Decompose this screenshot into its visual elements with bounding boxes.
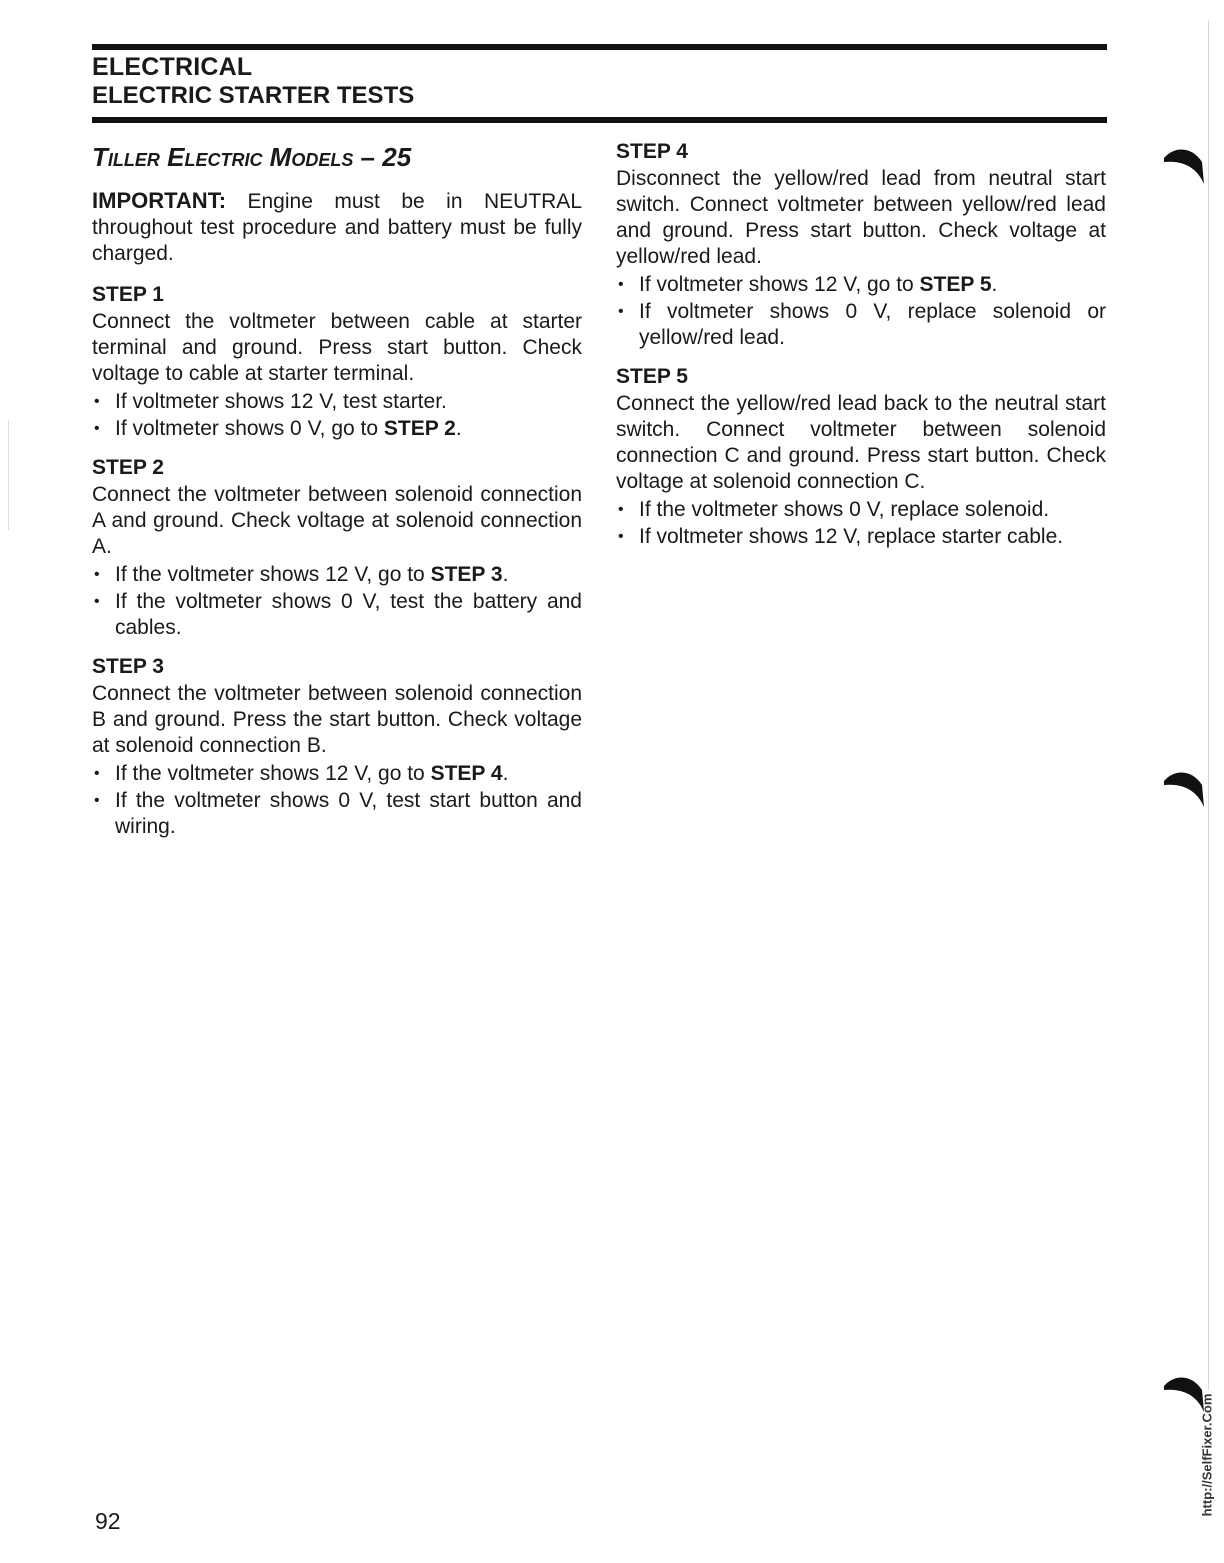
watermark-url: http://SelfFixer.Com bbox=[1199, 1393, 1215, 1517]
step-1-title: STEP 1 bbox=[92, 283, 164, 306]
important-note bbox=[92, 188, 582, 267]
chapter-title: ELECTRICAL bbox=[92, 53, 253, 81]
step-4 bbox=[616, 138, 1106, 351]
step-2-title: STEP 2 bbox=[92, 456, 164, 479]
header-bottom-rule bbox=[92, 117, 1107, 123]
binder-hole-icon bbox=[1160, 763, 1208, 811]
step-4-bullets bbox=[616, 272, 1106, 351]
right-column bbox=[616, 138, 1106, 562]
step-5 bbox=[616, 363, 1106, 550]
left-column bbox=[92, 138, 582, 852]
step-2-text: Connect the voltmeter between solenoid connection A and ground. Check voltage at solenoid connection A. bbox=[92, 483, 582, 558]
list-item: • If voltmeter shows 0 V, replace solenoid or yellow/red lead. bbox=[618, 300, 1106, 349]
step-3-bullets bbox=[92, 761, 582, 840]
step-2 bbox=[92, 454, 582, 641]
scan-edge-left bbox=[8, 420, 9, 530]
step-reference: STEP 2 bbox=[383, 417, 456, 440]
list-item: • If the voltmeter shows 0 V, replace solenoid. bbox=[618, 498, 1050, 521]
bullet-icon: • bbox=[94, 765, 100, 782]
header-top-rule bbox=[92, 44, 1107, 50]
bullet-icon: • bbox=[618, 501, 624, 518]
step-4-title: STEP 4 bbox=[616, 140, 688, 163]
binder-hole-icon bbox=[1160, 140, 1208, 188]
step-5-title: STEP 5 bbox=[616, 365, 688, 388]
bullet-icon: • bbox=[618, 276, 624, 293]
step-2-bullets bbox=[92, 562, 582, 641]
list-item: • If voltmeter shows 12 V, replace starter cable. bbox=[618, 525, 1064, 548]
list-item: • If the voltmeter shows 12 V, go to STEP 4. bbox=[94, 762, 509, 785]
important-text: Engine must be in NEUTRAL throughout test procedure and battery must be fully charged. bbox=[92, 190, 582, 265]
list-item: • If voltmeter shows 12 V, go to STEP 5. bbox=[618, 273, 998, 296]
bullet-icon: • bbox=[618, 303, 624, 320]
bullet-icon: • bbox=[94, 792, 100, 809]
bullet-icon: • bbox=[94, 420, 100, 437]
page-number: 92 bbox=[95, 1508, 121, 1534]
bullet-icon: • bbox=[94, 593, 100, 610]
step-3-title: STEP 3 bbox=[92, 655, 164, 678]
important-label: IMPORTANT: bbox=[92, 188, 227, 213]
scan-edge-right bbox=[1208, 20, 1209, 1390]
list-item: • If the voltmeter shows 12 V, go to STEP 3. bbox=[94, 563, 509, 586]
step-reference: STEP 5 bbox=[919, 273, 992, 296]
bullet-icon: • bbox=[94, 566, 100, 583]
step-5-bullets bbox=[616, 497, 1106, 550]
section-heading: Tiller Electric Models – 25 bbox=[92, 142, 412, 172]
bullet-icon: • bbox=[94, 393, 100, 410]
step-1 bbox=[92, 281, 582, 442]
list-item: • If the voltmeter shows 0 V, test the battery and cables. bbox=[94, 590, 582, 639]
step-3-text: Connect the voltmeter between solenoid connection B and ground. Press the start button. Check voltage at solenoid connection B. bbox=[92, 682, 582, 757]
list-item: • If the voltmeter shows 0 V, test start button and wiring. bbox=[94, 789, 582, 838]
step-reference: STEP 3 bbox=[430, 563, 503, 586]
step-1-text: Connect the voltmeter between cable at starter terminal and ground. Press start button. Check voltage to cable at starter terminal. bbox=[92, 310, 582, 385]
step-5-text: Connect the yellow/red lead back to the neutral start switch. Connect voltmeter between solenoid connection C and ground. Press start button. Check voltage at solenoid connection C. bbox=[616, 392, 1106, 493]
bullet-icon: • bbox=[618, 528, 624, 545]
step-1-bullets bbox=[92, 389, 582, 442]
step-4-text: Disconnect the yellow/red lead from neutral start switch. Connect voltmeter between yellow/red lead and ground. Press start button. Check voltage at yellow/red lead. bbox=[616, 167, 1106, 268]
step-3 bbox=[92, 653, 582, 840]
list-item: • If voltmeter shows 12 V, test starter. bbox=[94, 390, 447, 413]
list-item: • If voltmeter shows 0 V, go to STEP 2. bbox=[94, 417, 462, 440]
step-reference: STEP 4 bbox=[430, 762, 503, 785]
section-subtitle: ELECTRIC STARTER TESTS bbox=[92, 82, 415, 109]
